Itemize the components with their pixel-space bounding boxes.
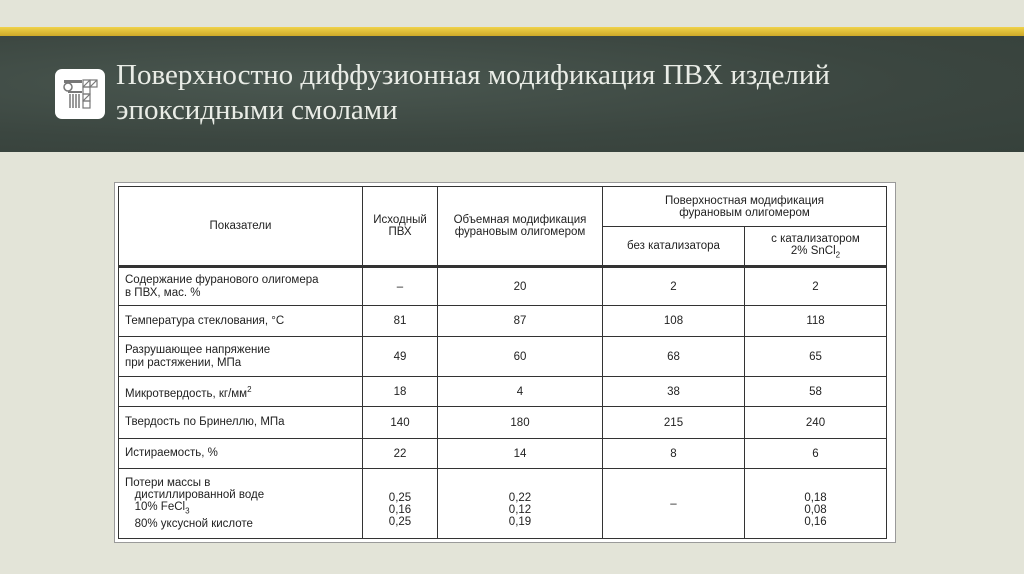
table-row (119, 407, 887, 439)
row-value: 81 (363, 306, 438, 337)
row-value: – (363, 267, 438, 306)
gold-stripe (0, 27, 1024, 36)
table-row (119, 439, 887, 469)
row-value: 87 (438, 306, 603, 337)
mass-loss-no-catalyst: – (603, 469, 745, 539)
row-label: Микротвердость, $кг/мм^2$ (119, 377, 363, 407)
row-value: 215 (603, 407, 745, 439)
row-value: 68 (603, 337, 745, 377)
header-row (119, 187, 887, 227)
header-volume-mod: Объемная модификация фурановым олигомером (438, 187, 603, 267)
properties-table (118, 186, 887, 539)
row-value: 6 (745, 439, 887, 469)
slide-title (116, 58, 996, 128)
row-value: 240 (745, 407, 887, 439)
row-value: 22 (363, 439, 438, 469)
row-value: 14 (438, 439, 603, 469)
row-value: 2 (745, 267, 887, 306)
row-value: 20 (438, 267, 603, 306)
row-label: Истираемость, % (119, 439, 363, 469)
row-value: 4 (438, 377, 603, 407)
row-label: Твердость по Бринеллю, МПа (119, 407, 363, 439)
title-line-1: Поверхностно диффузионная модификация ПВХ изделий (116, 59, 830, 91)
row-value: 58 (745, 377, 887, 407)
mass-loss-volume: 0,22 0,12 0,19 (438, 469, 603, 539)
row-value: 38 (603, 377, 745, 407)
row-value: 49 (363, 337, 438, 377)
row-value: 60 (438, 337, 603, 377)
row-label: Разрушающее напряжение при растяжении, МПа (119, 337, 363, 377)
row-value: 180 (438, 407, 603, 439)
title-line-2: эпоксидными смолами (116, 94, 398, 126)
header-with-catalyst: с катализатором 2% SnCl$_2$ (745, 227, 887, 267)
row-value: 2 (603, 267, 745, 306)
row-value: 108 (603, 306, 745, 337)
row-value: 118 (745, 306, 887, 337)
data-table-container (114, 182, 896, 543)
column-logo-icon (55, 69, 105, 119)
header-surface-mod: Поверхностная модификация фурановым олигомером (603, 187, 887, 227)
mass-loss-with-catalyst: 0,18 0,08 0,16 (745, 469, 887, 539)
row-label: Содержание фуранового олигомера в ПВХ, мас. % (119, 267, 363, 306)
table-row (119, 337, 887, 377)
row-label: Температура стеклования, °С (119, 306, 363, 337)
mass-loss-label: Потери массы в дистиллированной воде 10% FeCl$_3$ 80% уксусной кислоте (119, 469, 363, 539)
row-value: 65 (745, 337, 887, 377)
row-value: 140 (363, 407, 438, 439)
row-value: 8 (603, 439, 745, 469)
table-row (119, 377, 887, 407)
header-indicator: Показатели (119, 187, 363, 267)
table-row (119, 267, 887, 306)
table-row (119, 306, 887, 337)
row-value: 18 (363, 377, 438, 407)
mass-loss-original: 0,25 0,16 0,25 (363, 469, 438, 539)
header-original: Исходный ПВХ (363, 187, 438, 267)
table-row-mass-loss (119, 469, 887, 539)
header-no-catalyst: без катализатора (603, 227, 745, 267)
